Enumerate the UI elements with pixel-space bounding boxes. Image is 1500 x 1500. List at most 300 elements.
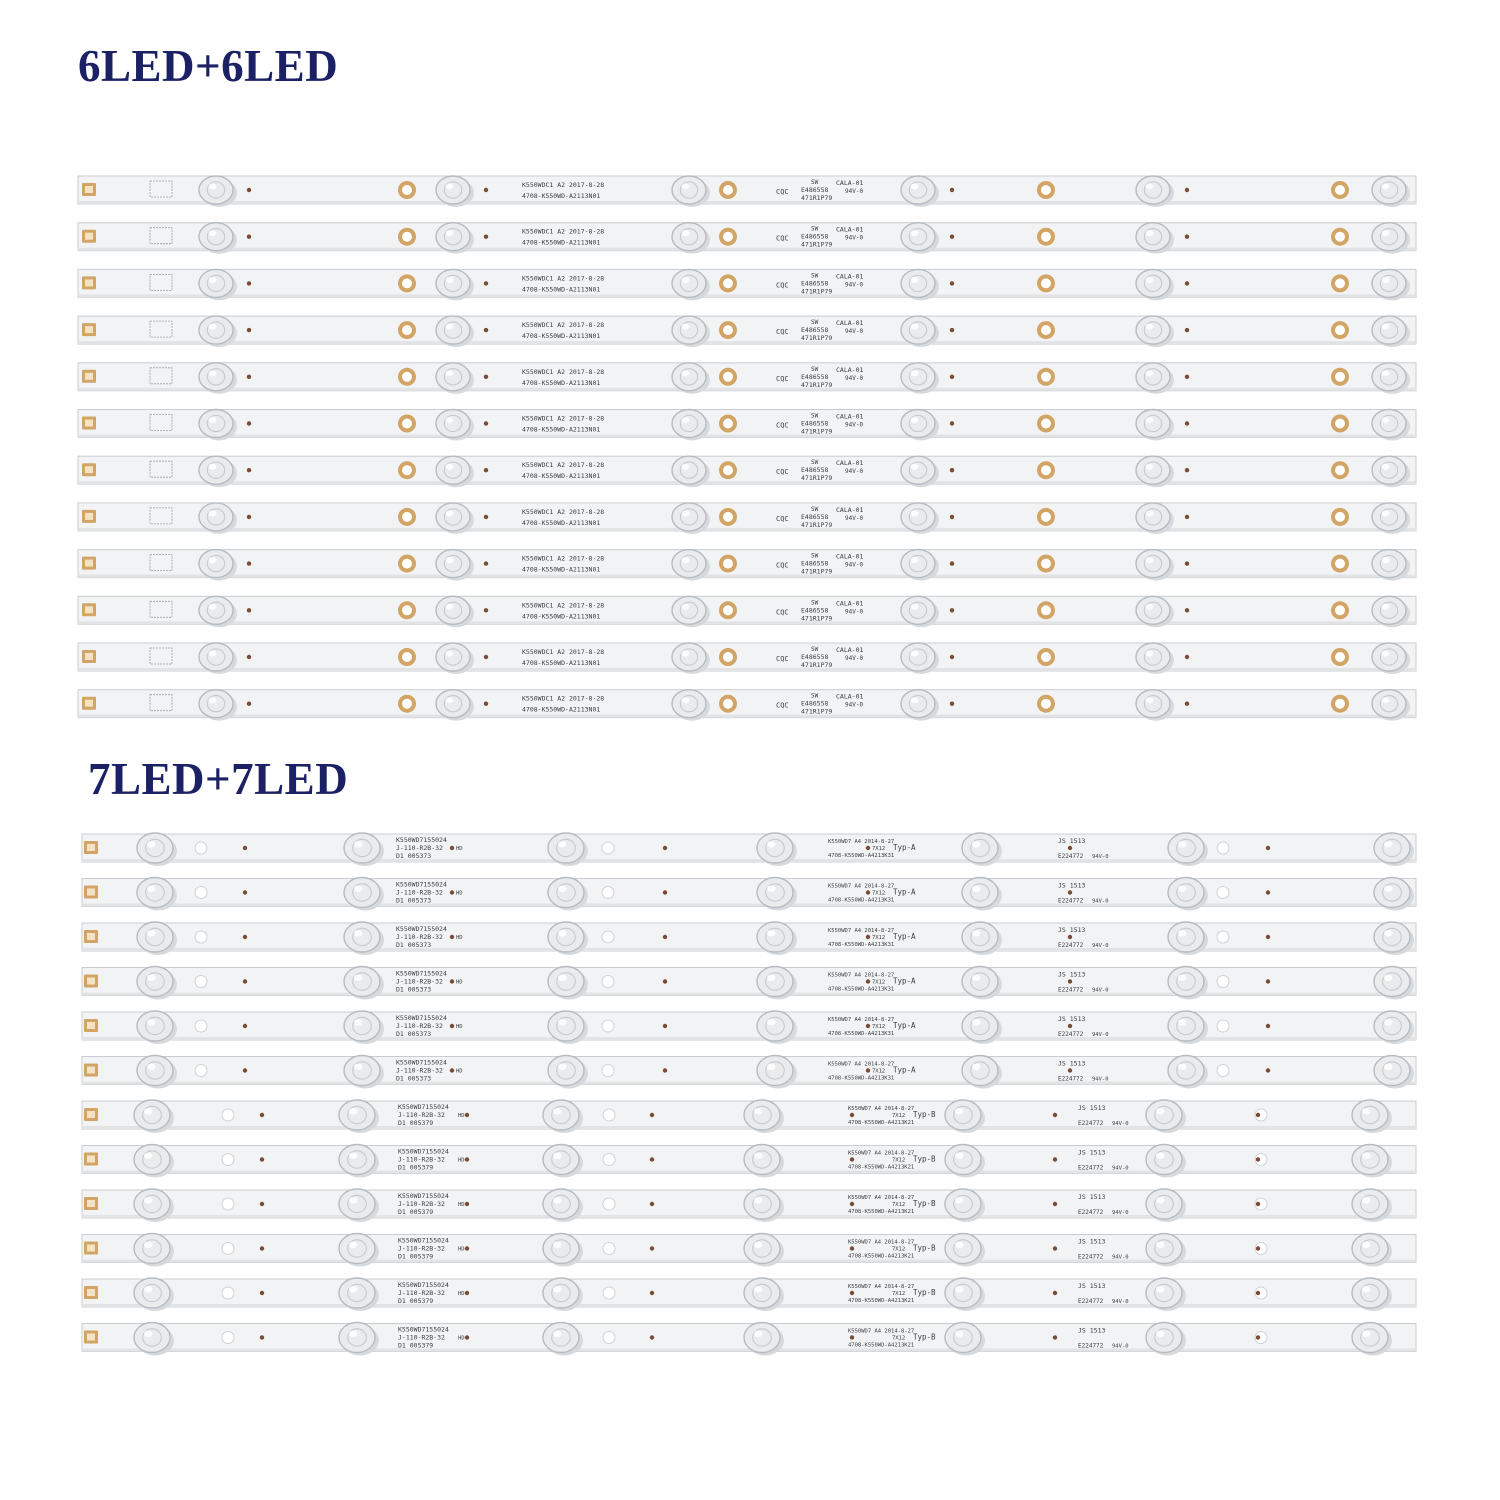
mounting-hole xyxy=(398,368,416,386)
solder-dot xyxy=(1256,1335,1260,1339)
connector xyxy=(82,463,96,476)
marking-lot: D1 005379 xyxy=(398,1341,434,1350)
marking-model: K550WD7 A4 2014-8-27 xyxy=(828,839,895,845)
led-strip-6 xyxy=(78,643,1416,674)
marking-hd: HD xyxy=(458,1335,465,1342)
marking-e-code: E224772 xyxy=(1058,1075,1084,1083)
marking-size: 7X12 xyxy=(872,979,886,986)
marking-js: JS 1513 xyxy=(1078,1282,1106,1290)
led-strip-6 xyxy=(78,410,1416,441)
marking-typ: Typ-A xyxy=(893,932,916,941)
mounting-hole xyxy=(603,1198,615,1210)
mounting-hole xyxy=(719,555,737,573)
solder-dot xyxy=(663,890,667,894)
mounting-hole xyxy=(1037,228,1055,246)
solder-dot xyxy=(1185,655,1189,659)
marking-lot: D1 005379 xyxy=(398,1119,434,1127)
marking-sw: SW xyxy=(811,365,819,373)
marking-serial: K550WD7155024 xyxy=(396,1014,447,1022)
marking-js: JS 1513 xyxy=(1058,1015,1086,1023)
marking-rating: 94V-0 xyxy=(845,374,864,382)
mounting-hole xyxy=(719,368,737,386)
marking-part-number: 4708-K550WD-A4213K31 xyxy=(828,1031,895,1037)
marking-cqc: CQC xyxy=(776,421,789,430)
marking-part-number: 4708-K550WD-A4213K31 xyxy=(828,853,895,859)
marking-size: 7X12 xyxy=(872,1024,886,1030)
marking-lot: D1 005373 xyxy=(396,896,432,905)
mounting-hole xyxy=(222,1243,234,1255)
marking-typ: Typ-A xyxy=(893,976,916,986)
marking-model: K550WDC1 A2 2017-8-28 xyxy=(522,181,605,189)
marking-rating: 94V-0 xyxy=(1112,1121,1129,1127)
solder-dot xyxy=(950,188,954,192)
marking-serial: K550WD7155024 xyxy=(396,880,447,889)
marking-part-number: 4708-K550WD-A2113N01 xyxy=(522,192,601,200)
mounting-hole xyxy=(195,842,207,854)
mounting-hole xyxy=(222,1332,234,1344)
solder-dot xyxy=(1068,1024,1072,1028)
marking-part-number: 4708-K550WD-A2113N01 xyxy=(522,612,601,621)
marking-part-number: 4708-K550WD-A2113N01 xyxy=(522,659,601,667)
marking-size: 7X12 xyxy=(892,1113,906,1119)
marking-sub: J-110-R2B-32 xyxy=(398,1155,445,1164)
marking-hd: HD xyxy=(456,979,463,986)
mounting-hole xyxy=(398,321,416,339)
solder-dot xyxy=(1256,1202,1260,1206)
mounting-hole xyxy=(1217,1065,1229,1077)
solder-dot xyxy=(1185,608,1189,612)
solder-dot xyxy=(1185,561,1189,565)
solder-dot xyxy=(1256,1246,1260,1250)
marking-e-code: E486558 xyxy=(801,419,829,428)
marking-rating: 94V-0 xyxy=(1112,1254,1129,1261)
marking-part-number: 4708-K550WD-A2113N01 xyxy=(522,705,601,714)
marking-cqc: CQC xyxy=(776,701,789,710)
solder-dot xyxy=(484,375,488,379)
marking-size: 7X12 xyxy=(872,935,886,941)
marking-js: JS 1513 xyxy=(1078,1148,1106,1157)
led-strip-7-type-a xyxy=(82,878,1416,911)
led-strip-6 xyxy=(78,596,1416,627)
marking-model: K550WDC1 A2 2017-8-28 xyxy=(522,321,605,330)
marking-sw: SW xyxy=(811,225,819,233)
solder-dot xyxy=(1185,468,1189,472)
marking-model: K550WD7 A4 2014-8-27 xyxy=(848,1150,915,1157)
solder-dot xyxy=(866,979,870,983)
connector xyxy=(84,841,98,854)
connector xyxy=(82,697,96,710)
marking-e-code: E224772 xyxy=(1058,1031,1084,1038)
mounting-hole xyxy=(398,181,416,199)
solder-dot xyxy=(950,655,954,659)
marking-cala: CALA-01 xyxy=(836,319,864,328)
marking-e-code: E486558 xyxy=(801,606,829,615)
solder-dot xyxy=(950,702,954,706)
marking-e-code: E486558 xyxy=(801,326,829,335)
marking-model: K550WDC1 A2 2017-8-28 xyxy=(522,227,605,236)
solder-dot xyxy=(650,1291,654,1295)
marking-sw: SW xyxy=(811,459,819,467)
marking-e-code: E224772 xyxy=(1078,1209,1104,1216)
marking-typ: Typ-B xyxy=(913,1110,936,1119)
marking-rating: 94V-0 xyxy=(845,655,864,662)
solder-dot xyxy=(1185,375,1189,379)
marking-model: K550WDC1 A2 2017-8-28 xyxy=(522,694,605,703)
solder-dot xyxy=(950,561,954,565)
solder-dot xyxy=(484,655,488,659)
marking-e-code: E486558 xyxy=(801,512,829,521)
marking-model: K550WDC1 A2 2017-8-28 xyxy=(522,648,605,656)
connector xyxy=(82,557,96,570)
solder-dot xyxy=(465,1335,469,1339)
solder-dot xyxy=(1256,1113,1260,1117)
marking-sw: SW xyxy=(811,646,819,653)
connector xyxy=(84,886,98,899)
solder-dot xyxy=(1053,1291,1057,1295)
marking-pcb-code: 471R1P79 xyxy=(801,334,833,343)
marking-part-number: 4708-K550WD-A4213K21 xyxy=(848,1342,915,1349)
marking-cqc: CQC xyxy=(776,234,789,243)
mounting-hole xyxy=(602,1065,614,1077)
solder-dot xyxy=(247,515,251,519)
solder-dot xyxy=(1266,979,1270,983)
solder-dot xyxy=(247,328,251,332)
mounting-hole xyxy=(719,601,737,619)
marking-rating: 94V-0 xyxy=(1092,1032,1109,1038)
solder-dot xyxy=(663,1024,667,1028)
marking-model: K550WD7 A4 2014-8-27 xyxy=(828,928,895,934)
mounting-hole xyxy=(719,508,737,526)
solder-dot xyxy=(243,979,247,983)
led-strip-6 xyxy=(78,690,1416,721)
marking-rating: 94V-0 xyxy=(1092,898,1109,905)
marking-lot: D1 005379 xyxy=(398,1163,434,1172)
marking-rating: 94V-0 xyxy=(1092,943,1109,949)
mounting-hole xyxy=(719,695,737,713)
mounting-hole xyxy=(398,601,416,619)
solder-dot xyxy=(950,468,954,472)
marking-typ: Typ-B xyxy=(913,1199,936,1208)
solder-dot xyxy=(1068,1068,1072,1072)
marking-rating: 94V-0 xyxy=(845,468,864,476)
marking-hd: HD xyxy=(458,1246,465,1253)
marking-part-number: 4708-K550WD-A4213K31 xyxy=(828,986,895,993)
mounting-hole xyxy=(398,555,416,573)
solder-dot xyxy=(260,1246,264,1250)
marking-model: K550WD7 A4 2014-8-27 xyxy=(828,1061,895,1068)
marking-sw: SW xyxy=(811,319,819,327)
solder-dot xyxy=(1256,1291,1260,1295)
connector xyxy=(82,603,96,616)
marking-cqc: CQC xyxy=(776,514,789,523)
mounting-hole xyxy=(719,181,737,199)
marking-cqc: CQC xyxy=(776,608,789,617)
solder-dot xyxy=(650,1113,654,1117)
marking-sub: J-110-R2B-32 xyxy=(396,1022,443,1030)
marking-part-number: 4708-K550WD-A2113N01 xyxy=(522,472,601,481)
solder-dot xyxy=(484,561,488,565)
marking-pcb-code: 471R1P79 xyxy=(801,427,833,436)
marking-model: K550WD7 A4 2014-8-27 xyxy=(848,1195,915,1201)
marking-js: JS 1513 xyxy=(1078,1237,1106,1246)
solder-dot xyxy=(1068,890,1072,894)
marking-model: K550WDC1 A2 2017-8-28 xyxy=(522,507,605,516)
marking-part-number: 4708-K550WD-A2113N01 xyxy=(522,378,601,387)
solder-dot xyxy=(1068,935,1072,939)
solder-dot xyxy=(260,1157,264,1161)
marking-size: 7X12 xyxy=(872,890,886,897)
marking-pcb-code: 471R1P79 xyxy=(801,240,833,249)
marking-sw: SW xyxy=(811,505,819,513)
marking-cqc: CQC xyxy=(776,468,789,477)
marking-lot: D1 005373 xyxy=(396,941,432,949)
marking-e-code: E486558 xyxy=(801,279,829,288)
mounting-hole xyxy=(1037,695,1055,713)
marking-e-code: E224772 xyxy=(1078,1253,1104,1261)
marking-size: 7X12 xyxy=(872,1068,886,1075)
solder-dot xyxy=(866,1024,870,1028)
marking-part-number: 4708-K550WD-A4213K31 xyxy=(828,1075,895,1082)
solder-dot xyxy=(484,281,488,285)
marking-rating: 94V-0 xyxy=(845,561,864,569)
mounting-hole xyxy=(195,976,207,988)
mounting-hole xyxy=(603,1243,615,1255)
marking-lot: D1 005373 xyxy=(396,1074,432,1083)
solder-dot xyxy=(1053,1202,1057,1206)
marking-sw: SW xyxy=(811,692,819,700)
marking-part-number: 4708-K550WD-A4213K21 xyxy=(848,1298,915,1304)
mounting-hole xyxy=(1037,415,1055,433)
solder-dot xyxy=(1053,1335,1057,1339)
marking-part-number: 4708-K550WD-A4213K21 xyxy=(848,1120,915,1126)
mounting-hole xyxy=(398,461,416,479)
marking-pcb-code: 471R1P79 xyxy=(801,287,833,296)
marking-e-code: E486558 xyxy=(801,559,829,568)
marking-serial: K550WD7155024 xyxy=(398,1192,449,1200)
connector xyxy=(84,1286,98,1299)
marking-rating: 94V-0 xyxy=(845,701,864,709)
marking-sw: SW xyxy=(811,412,819,420)
connector xyxy=(84,930,98,943)
marking-hd: HD xyxy=(458,1291,465,1297)
marking-typ: Typ-A xyxy=(893,1065,916,1075)
solder-dot xyxy=(247,421,251,425)
marking-e-code: E224772 xyxy=(1058,942,1084,949)
marking-lot: D1 005373 xyxy=(396,985,432,994)
marking-part-number: 4708-K550WD-A4213K21 xyxy=(848,1253,915,1260)
marking-rating: 94V-0 xyxy=(1112,1299,1129,1305)
solder-dot xyxy=(650,1335,654,1339)
marking-cala: CALA-01 xyxy=(836,225,864,234)
marking-rating: 94V-0 xyxy=(845,188,864,195)
marking-e-code: E486558 xyxy=(801,653,829,661)
mounting-hole xyxy=(398,415,416,433)
mounting-hole xyxy=(603,1332,615,1344)
solder-dot xyxy=(465,1246,469,1250)
solder-dot xyxy=(850,1202,854,1206)
marking-sub: J-110-R2B-32 xyxy=(396,844,443,852)
marking-size: 7X12 xyxy=(892,1335,906,1342)
marking-model: K550WD7 A4 2014-8-27 xyxy=(828,883,895,890)
marking-rating: 94V-0 xyxy=(1112,1210,1129,1216)
marking-e-code: E224772 xyxy=(1078,1120,1104,1127)
solder-dot xyxy=(465,1113,469,1117)
solder-dot xyxy=(650,1202,654,1206)
marking-cqc: CQC xyxy=(776,328,789,337)
marking-e-code: E224772 xyxy=(1078,1342,1104,1350)
marking-serial: K550WD7155024 xyxy=(398,1236,449,1245)
solder-dot xyxy=(950,235,954,239)
solder-dot xyxy=(850,1335,854,1339)
mounting-hole xyxy=(222,1287,234,1299)
marking-js: JS 1513 xyxy=(1058,970,1086,979)
mounting-hole xyxy=(719,648,737,666)
solder-dot xyxy=(663,846,667,850)
marking-pcb-code: 471R1P79 xyxy=(801,194,833,202)
mounting-hole xyxy=(1331,321,1349,339)
marking-serial: K550WD7155024 xyxy=(398,1281,449,1289)
mounting-hole xyxy=(1217,931,1229,943)
mounting-hole xyxy=(719,228,737,246)
mounting-hole xyxy=(195,1020,207,1032)
heading-6led: 6LED+6LED xyxy=(78,41,339,91)
solder-dot xyxy=(1185,515,1189,519)
marking-hd: HD xyxy=(458,1202,465,1208)
marking-serial: K550WD7155024 xyxy=(398,1325,449,1334)
solder-dot xyxy=(950,281,954,285)
marking-lot: D1 005379 xyxy=(398,1208,434,1216)
mounting-hole xyxy=(719,415,737,433)
marking-pcb-code: 471R1P79 xyxy=(801,520,833,529)
marking-size: 7X12 xyxy=(892,1291,906,1297)
marking-rating: 94V-0 xyxy=(845,281,864,289)
marking-cala: CALA-01 xyxy=(836,505,864,514)
marking-rating: 94V-0 xyxy=(1092,854,1109,860)
led-strip-6 xyxy=(78,176,1416,207)
solder-dot xyxy=(1256,1157,1260,1161)
marking-cala: CALA-01 xyxy=(836,365,864,374)
marking-pcb-code: 471R1P79 xyxy=(801,567,833,576)
solder-dot xyxy=(450,890,454,894)
marking-rating: 94V-0 xyxy=(845,328,864,336)
mounting-hole xyxy=(1037,508,1055,526)
solder-dot xyxy=(866,846,870,850)
marking-hd: HD xyxy=(456,935,463,941)
mounting-hole xyxy=(1331,368,1349,386)
mounting-hole xyxy=(602,931,614,943)
marking-rating: 94V-0 xyxy=(845,234,864,242)
marking-size: 7X12 xyxy=(892,1202,906,1208)
solder-dot xyxy=(465,1291,469,1295)
solder-dot xyxy=(247,375,251,379)
marking-js: JS 1513 xyxy=(1058,881,1086,890)
marking-sw: SW xyxy=(811,599,819,607)
marking-part-number: 4708-K550WD-A2113N01 xyxy=(522,425,601,434)
solder-dot xyxy=(247,468,251,472)
mounting-hole xyxy=(602,976,614,988)
marking-hd: HD xyxy=(456,890,463,897)
connector xyxy=(84,1064,98,1077)
mounting-hole xyxy=(1331,648,1349,666)
led-strip-7-type-b xyxy=(82,1189,1416,1222)
mounting-hole xyxy=(1331,695,1349,713)
solder-dot xyxy=(1053,1157,1057,1161)
solder-dot xyxy=(484,608,488,612)
marking-sub: J-110-R2B-32 xyxy=(398,1111,445,1119)
solder-dot xyxy=(260,1113,264,1117)
led-strip-6 xyxy=(78,316,1416,347)
connector xyxy=(82,276,96,289)
marking-serial: K550WD7155024 xyxy=(398,1103,449,1111)
marking-e-code: E224772 xyxy=(1078,1164,1104,1172)
mounting-hole xyxy=(195,1065,207,1077)
heading-7led: 7LED+7LED xyxy=(88,754,349,804)
marking-cala: CALA-01 xyxy=(836,646,864,654)
marking-rating: 94V-0 xyxy=(845,514,864,522)
marking-part-number: 4708-K550WD-A4213K21 xyxy=(848,1209,915,1215)
marking-serial: K550WD7155024 xyxy=(396,1058,447,1067)
solder-dot xyxy=(866,890,870,894)
mounting-hole xyxy=(1217,1020,1229,1032)
solder-dot xyxy=(260,1291,264,1295)
marking-cqc: CQC xyxy=(776,374,789,383)
solder-dot xyxy=(663,1068,667,1072)
solder-dot xyxy=(243,1024,247,1028)
solder-dot xyxy=(866,935,870,939)
marking-js: JS 1513 xyxy=(1058,837,1086,845)
marking-model: K550WDC1 A2 2017-8-28 xyxy=(522,601,605,610)
marking-part-number: 4708-K550WD-A2113N01 xyxy=(522,565,601,574)
marking-sub: J-110-R2B-32 xyxy=(398,1289,445,1297)
solder-dot xyxy=(850,1291,854,1295)
solder-dot xyxy=(850,1157,854,1161)
solder-dot xyxy=(450,1068,454,1072)
marking-rating: 94V-0 xyxy=(1112,1343,1129,1350)
led-strip-7-type-b xyxy=(82,1278,1416,1311)
marking-js: JS 1513 xyxy=(1058,1059,1086,1068)
solder-dot xyxy=(1266,1024,1270,1028)
marking-cala: CALA-01 xyxy=(836,552,864,561)
connector xyxy=(84,1197,98,1210)
solder-dot xyxy=(950,375,954,379)
marking-rating: 94V-0 xyxy=(1112,1165,1129,1172)
marking-pcb-code: 471R1P79 xyxy=(801,614,833,623)
connector xyxy=(82,183,96,196)
marking-e-code: E486558 xyxy=(801,232,829,241)
mounting-hole xyxy=(1331,274,1349,292)
marking-sub: J-110-R2B-32 xyxy=(398,1200,445,1208)
solder-dot xyxy=(1185,188,1189,192)
mounting-hole xyxy=(1217,976,1229,988)
marking-part-number: 4708-K550WD-A4213K31 xyxy=(828,942,895,948)
marking-typ: Typ-B xyxy=(913,1154,936,1164)
marking-size: 7X12 xyxy=(892,1246,906,1253)
marking-rating: 94V-0 xyxy=(1092,987,1109,994)
marking-cala: CALA-01 xyxy=(836,412,864,421)
mounting-hole xyxy=(603,1287,615,1299)
led-strip-7-type-b xyxy=(82,1100,1416,1133)
led-strip-7-type-b xyxy=(82,1234,1416,1267)
mounting-hole xyxy=(1037,555,1055,573)
marking-sub: J-110-R2B-32 xyxy=(396,1066,443,1075)
marking-e-code: E224772 xyxy=(1058,986,1084,994)
led-strip-6 xyxy=(78,363,1416,394)
marking-sub: J-110-R2B-32 xyxy=(398,1244,445,1253)
connector xyxy=(84,1331,98,1344)
solder-dot xyxy=(484,235,488,239)
marking-serial: K550WD7155024 xyxy=(396,925,447,933)
marking-part-number: 4708-K550WD-A4213K31 xyxy=(828,897,895,904)
